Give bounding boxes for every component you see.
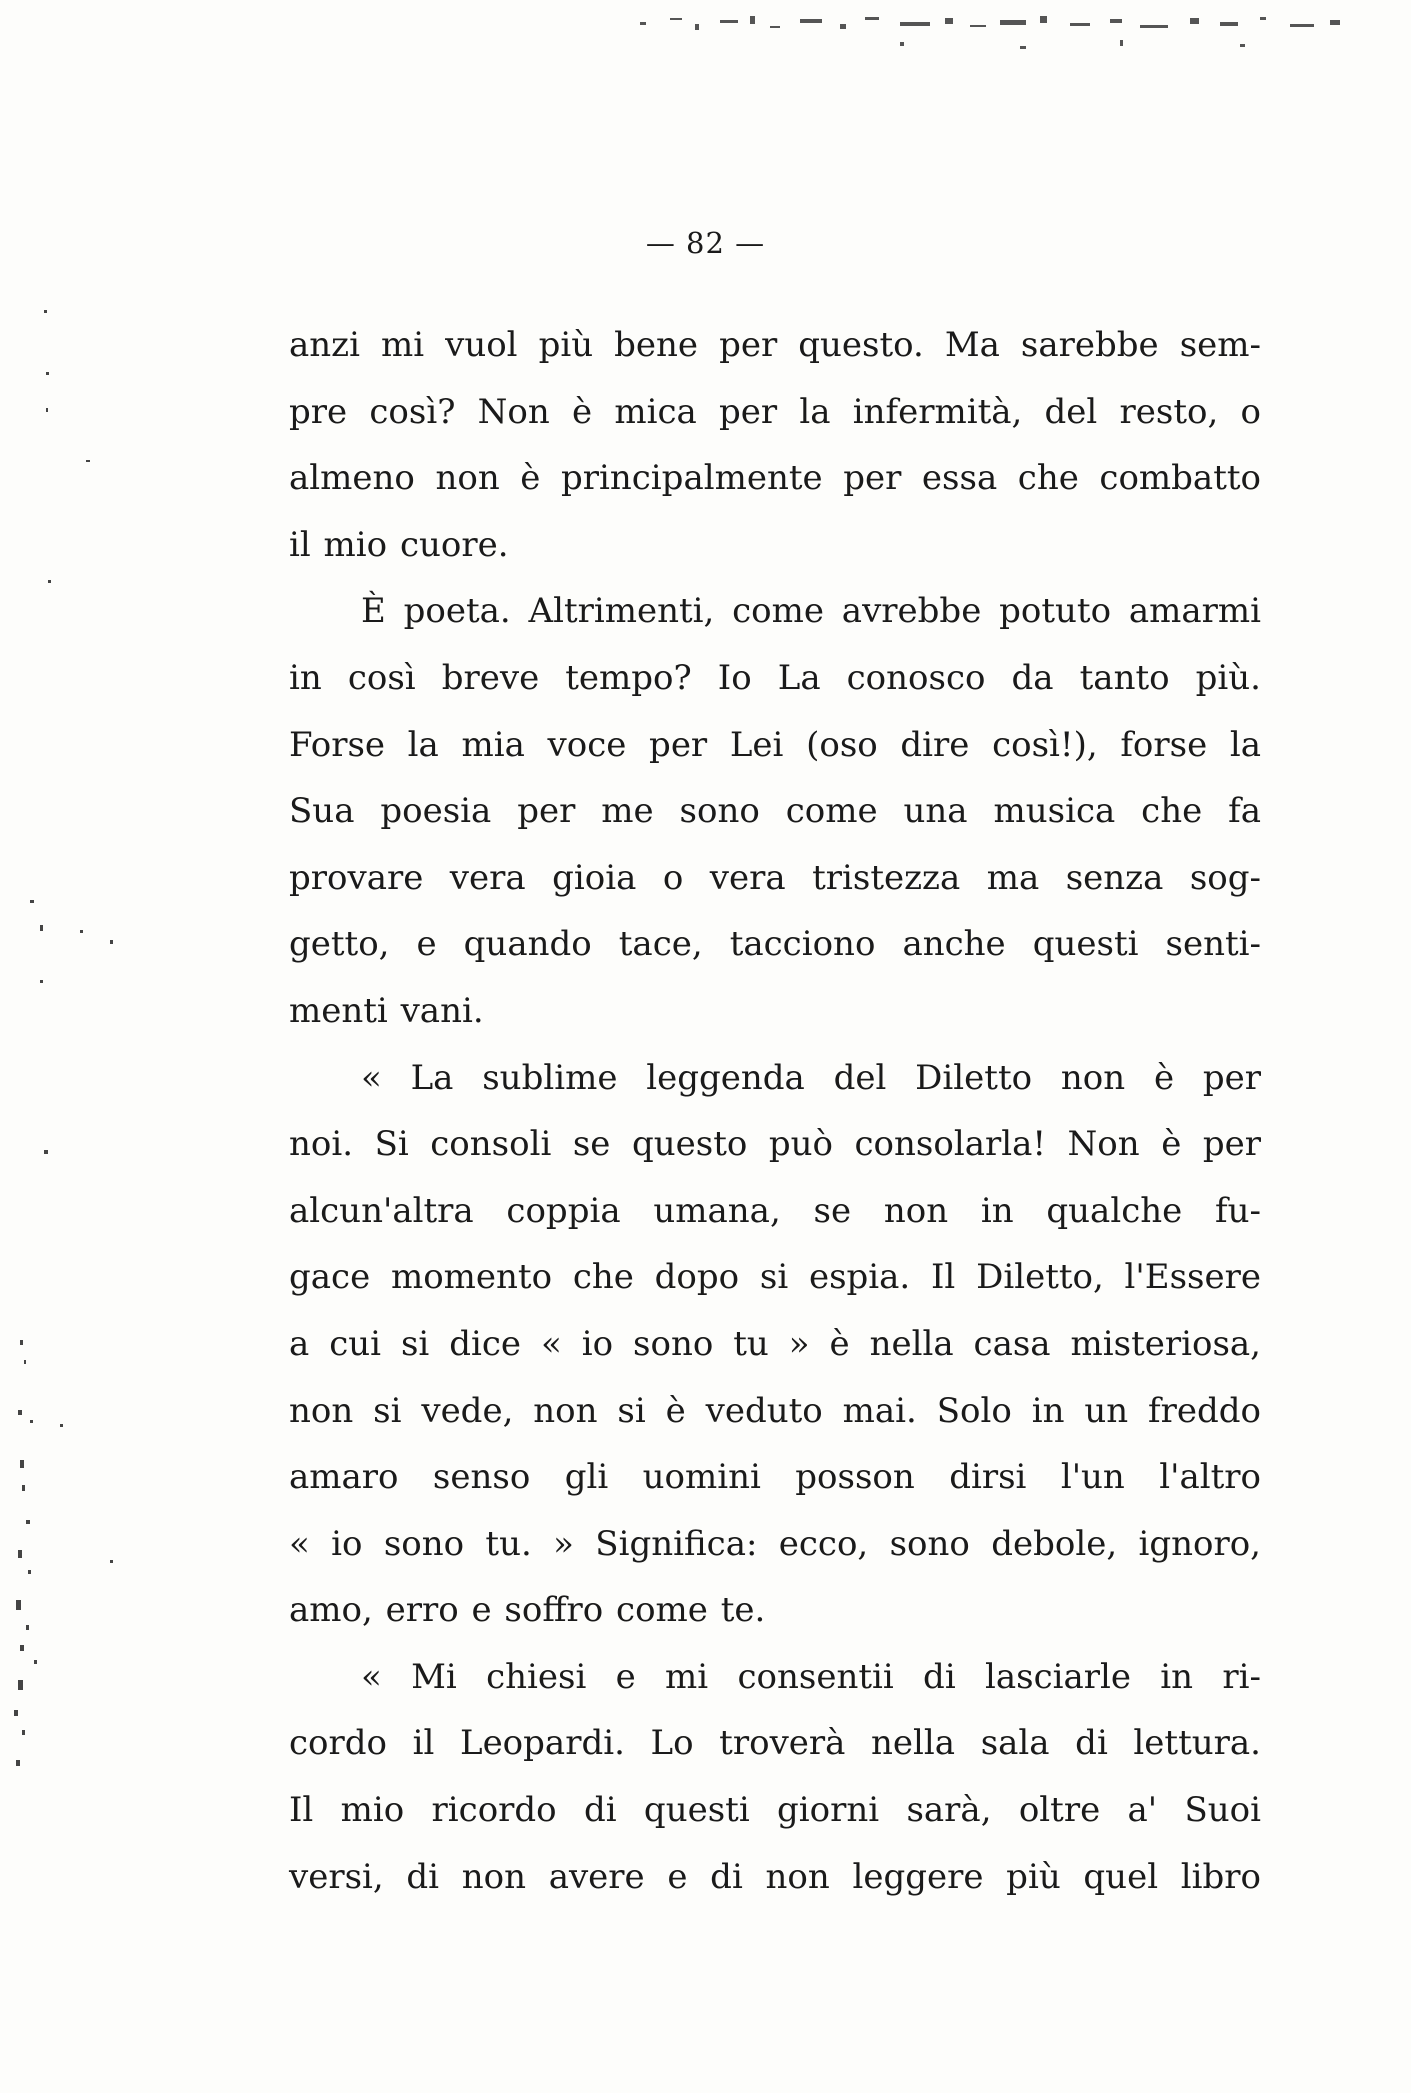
text-line: il mio cuore. — [289, 524, 509, 565]
text-line: Sua poesia per me sono come una musica che fa — [289, 791, 1261, 832]
text-line: « Mi chiesi e mi consentii di lasciarle in ri- — [361, 1656, 1261, 1697]
text-line: Forse la mia voce per Lei (oso dire così!), forse la — [289, 724, 1261, 765]
text-line: a cui si dice « io sono tu » è nella casa misteriosa, — [289, 1323, 1261, 1364]
text-line: in così breve tempo? Io La conosco da tanto più. — [289, 657, 1261, 698]
text-line: getto, e quando tace, tacciono anche questi senti- — [289, 924, 1261, 965]
text-line: anzi mi vuol più bene per questo. Ma sarebbe sem- — [289, 325, 1261, 365]
scan-noise-left — [0, 280, 120, 2000]
text-line: almeno non è principalmente per essa che combatto — [289, 458, 1261, 499]
text-line: non si vede, non si è veduto mai. Solo in un freddo — [289, 1390, 1261, 1431]
scan-noise-top — [600, 10, 1380, 80]
text-line: È poeta. Altrimenti, come avrebbe potuto amarmi — [361, 591, 1261, 632]
text-line: noi. Si consoli se questo può consolarla! Non è per — [289, 1124, 1261, 1165]
text-line: amaro senso gli uomini posson dirsi l'un l'altro — [289, 1457, 1261, 1498]
text-line: cordo il Leopardi. Lo troverà nella sala di lettura. — [289, 1723, 1261, 1764]
text-line: Il mio ricordo di questi giorni sarà, oltre a' Suoi — [289, 1790, 1261, 1831]
text-line: « io sono tu. » Significa: ecco, sono debole, ignoro, — [289, 1523, 1261, 1564]
text-line: provare vera gioia o vera tristezza ma senza sog- — [289, 857, 1261, 898]
text-line: alcun'altra coppia umana, se non in qualche fu- — [289, 1190, 1261, 1231]
body-text — [289, 312, 1261, 1910]
page-number: — 82 — — [645, 226, 766, 260]
text-line: menti vani. — [289, 990, 484, 1031]
text-line: « La sublime leggenda del Diletto non è per — [361, 1057, 1261, 1098]
text-line: versi, di non avere e di non leggere più quel libro — [289, 1856, 1261, 1897]
text-line: amo, erro e soffro come te. — [289, 1590, 766, 1631]
text-line: pre così? Non è mica per la infermità, del resto, o — [289, 391, 1261, 432]
text-line: gace momento che dopo si espia. Il Diletto, l'Essere — [289, 1257, 1261, 1298]
